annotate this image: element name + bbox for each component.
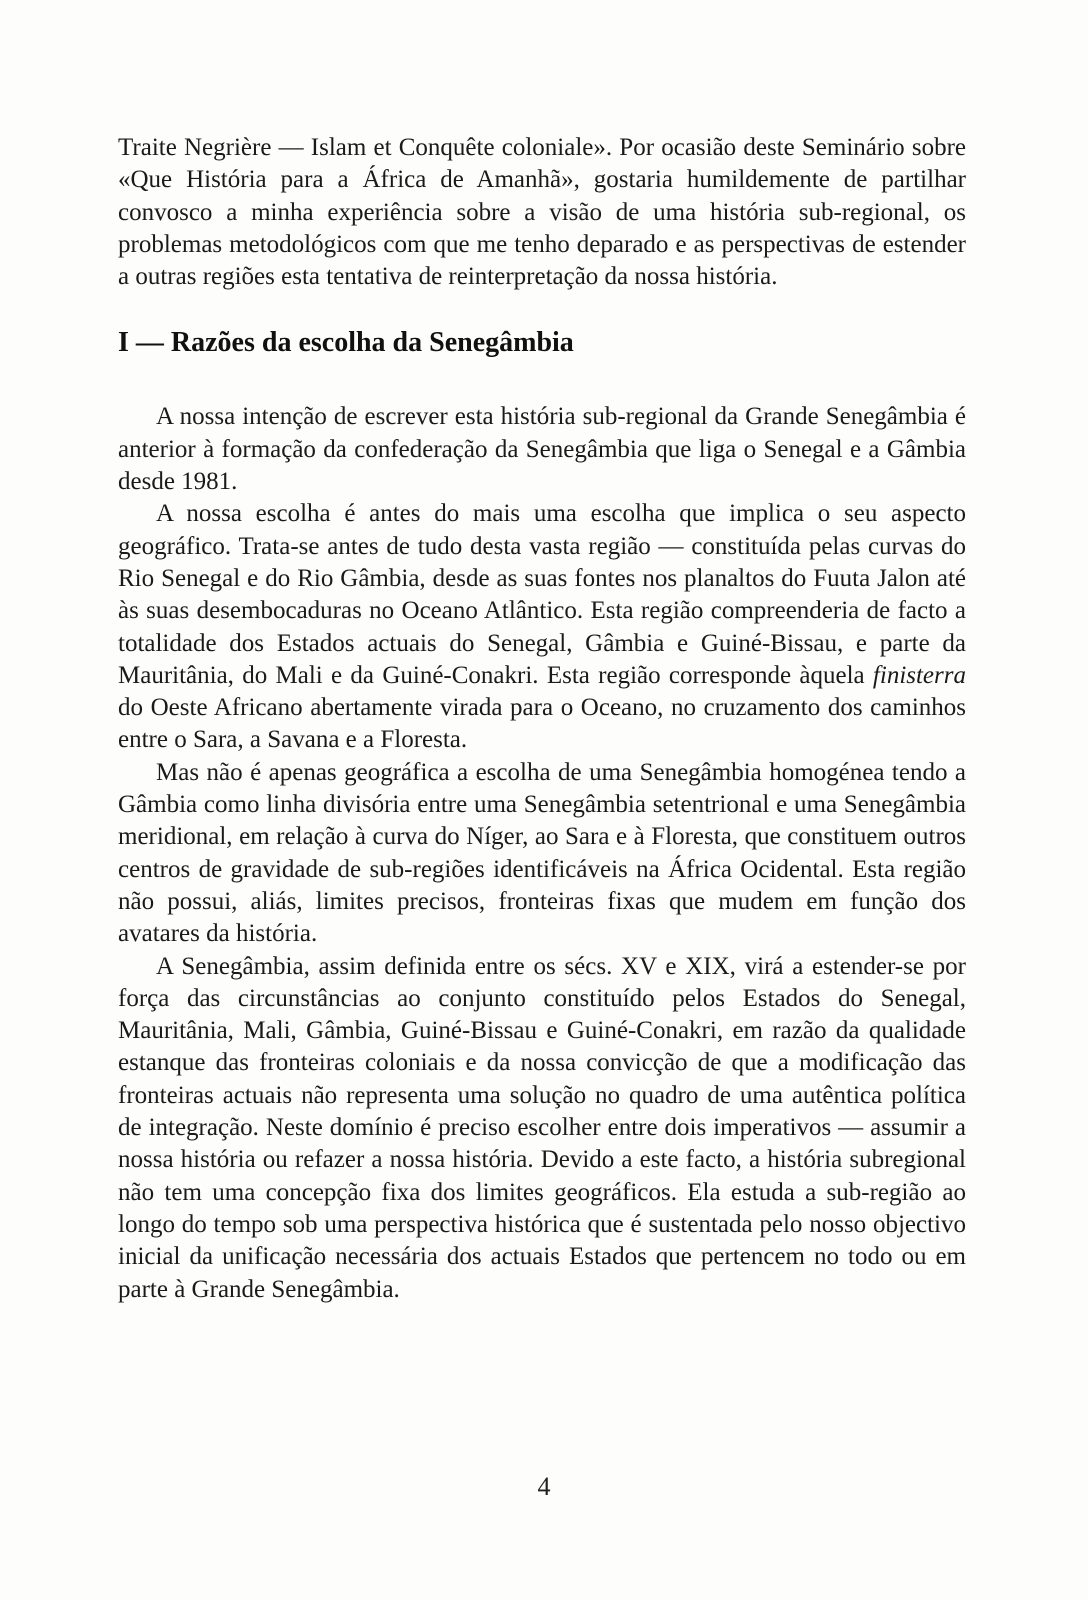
body-text bbox=[118, 132, 966, 1306]
paragraph-2-text: A nossa escolha é antes do mais uma escolha que implica o seu aspecto geográfico. Trata-se antes de tudo desta vasta região — constituída pelas curvas do Rio Senegal e do Rio Gâmbia, desde as suas fontes nos planaltos do Fuuta Jalon até às suas desembocaduras no Oceano Atlântico. Esta região compreenderia de facto a totalidade dos Estados actuais do Senegal, Gâmbia e Guiné-Bissau, e parte da Mauritânia, do Mali e da Guiné-Conakri. Esta região corresponde àquela bbox=[118, 500, 966, 689]
paragraph-2-tail: do Oeste Africano abertamente virada para o Oceano, no cruzamento dos caminhos entre o Sara, a Savana e a Floresta. bbox=[118, 694, 966, 754]
section-heading: I — Razões da escolha da Senegâmbia bbox=[118, 327, 574, 359]
paragraph-3: Mas não é apenas geográfica a escolha de uma Senegâmbia homogénea tendo a Gâmbia como linha divisória entre uma Senegâmbia setentrional e uma Senegâmbia meridional, em relação à curva do Níger, ao Sara e à Floresta, que constituem outros centros de gravidade de sub-regiões identificáveis na África Ocidental. Esta região não possui, aliás, limites precisos, fronteiras fixas que mudem em função dos avatares da história. bbox=[118, 758, 966, 948]
paragraph-intro: Traite Negrière — Islam et Conquête coloniale». Por ocasião deste Seminário sobre «Que História para a África de Amanhã», gostaria humildemente de partilhar convosco a minha experiência sobre a visão de uma história sub-regional, os problemas metodológicos com que me tenho deparado e as perspectivas de estender a outras regiões esta tentativa de reinterpretação da nossa história. bbox=[118, 134, 966, 291]
paragraph-2 bbox=[118, 498, 966, 756]
paragraph-1: A nossa intenção de escrever esta história sub-regional da Grande Senegâmbia é anterior à formação da confederação da Senegâmbia que liga o Senegal e a Gâmbia desde 1981. bbox=[118, 403, 966, 496]
paragraph-4: A Senegâmbia, assim definida entre os sécs. XV e XIX, virá a estender-se por força das circunstâncias ao conjunto constituído pelos Estados do Senegal, Mauritânia, Mali, Gâmbia, Guiné-Bissau e Guiné-Conakri, em razão da qualidade estanque das fronteiras coloniais e da nossa convicção de que a modificação das fronteiras actuais não representa uma solução no quadro de uma autêntica política de integração. Neste domínio é preciso escolher entre dois imperativos — assumir a nossa história ou refazer a nossa história. Devido a este facto, a história subregional não tem uma concepção fixa dos limites geográficos. Ela estuda a sub-região ao longo do tempo sob uma perspectiva histórica que é sustentada pelo nosso objectivo inicial da unificação necessária dos actuais Estados que pertencem no todo ou em parte à Grande Senegâmbia. bbox=[118, 952, 966, 1303]
page-number: 4 bbox=[537, 1472, 551, 1501]
italic-term: finisterra bbox=[872, 661, 966, 689]
